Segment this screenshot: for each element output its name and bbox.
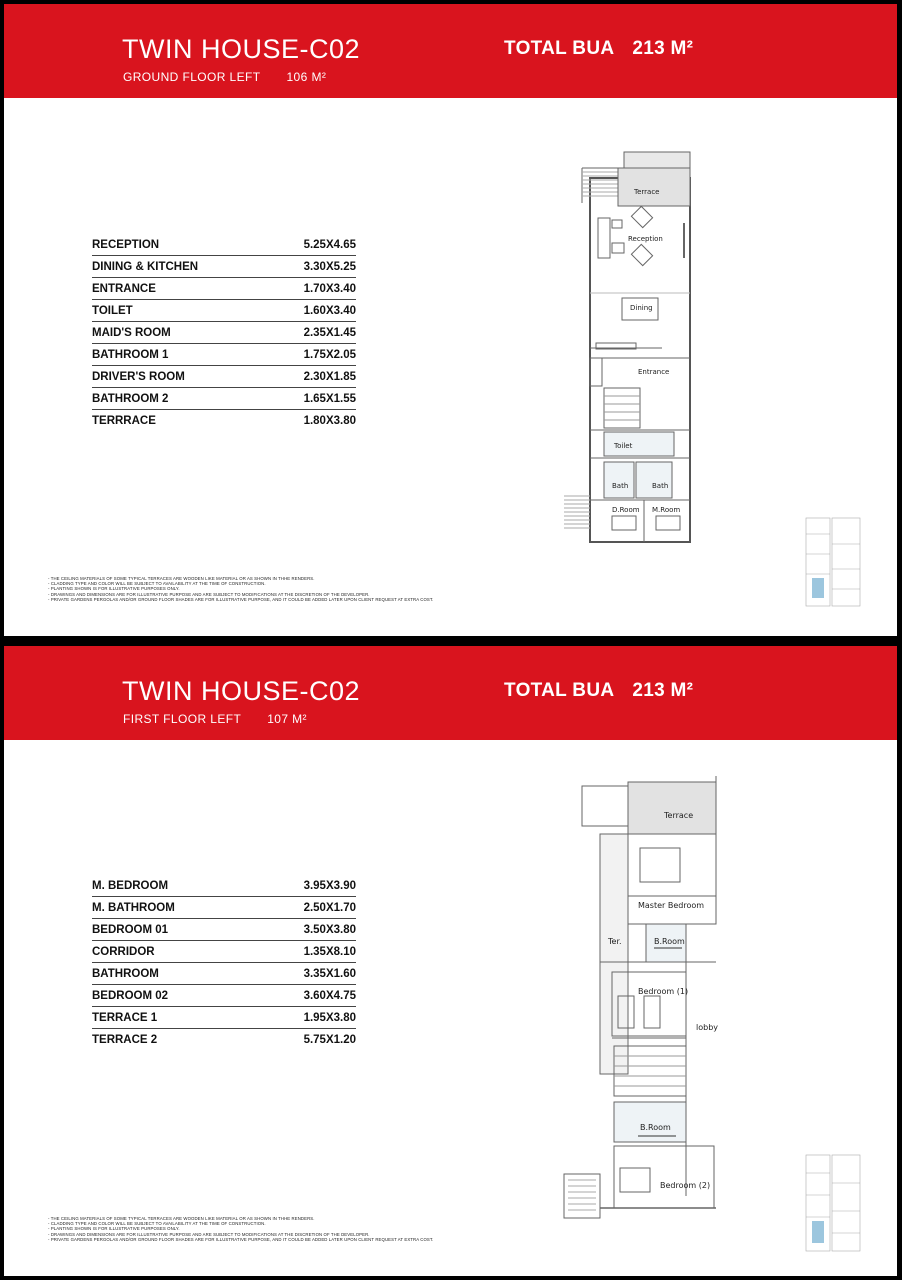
room-size: 2.35X1.45 bbox=[303, 327, 356, 339]
note-line: - PLANTING SHOWN IS FOR ILLUSTRATIVE PURPOSES ONLY. bbox=[48, 1226, 180, 1232]
room-row bbox=[92, 410, 356, 431]
room-row bbox=[92, 344, 356, 366]
plan-label-terrace: Terrace bbox=[634, 188, 660, 196]
plan-label-reception: Reception bbox=[628, 235, 663, 243]
room-size: 1.75X2.05 bbox=[303, 349, 356, 361]
note-line: - THE CEILING MATERIALS OF SOME TYPICAL TERRACES ARE WOODEN LIKE MATERIAL OR AS SHOWN IN THHE RENDERS. bbox=[48, 576, 315, 581]
first-floor-plan bbox=[556, 776, 726, 1226]
plan-label-toilet: Toilet bbox=[614, 442, 633, 450]
room-row bbox=[92, 941, 356, 963]
total-bua bbox=[504, 38, 693, 60]
plan-label-droom: D.Room bbox=[612, 506, 640, 514]
room-schedule bbox=[92, 875, 356, 1050]
room-size: 1.80X3.80 bbox=[303, 415, 356, 427]
room-name: BATHROOM 1 bbox=[92, 349, 169, 361]
plan-label-lobby: lobby bbox=[696, 1023, 719, 1032]
room-row bbox=[92, 963, 356, 985]
room-row bbox=[92, 875, 356, 897]
floor-name: FIRST FLOOR LEFT bbox=[123, 712, 242, 726]
header-band bbox=[4, 646, 897, 740]
room-name: BATHROOM bbox=[92, 968, 159, 980]
plan-label-master-bedroom: Master Bedroom bbox=[638, 901, 705, 910]
plan-label-broom-2: B.Room bbox=[640, 1123, 671, 1132]
total-bua-value: 213 M² bbox=[632, 680, 694, 701]
room-size: 2.30X1.85 bbox=[303, 371, 356, 383]
total-bua bbox=[504, 680, 693, 702]
room-row bbox=[92, 322, 356, 344]
room-name: TERRACE 2 bbox=[92, 1034, 158, 1046]
room-size: 3.30X5.25 bbox=[303, 261, 356, 273]
ground-floor-sheet bbox=[4, 4, 897, 636]
note-line: - DRAWINGS AND DIMENSIONS ARE FOR ILLUSTRATIVE PURPOSE AND ARE SUBJECT TO MODIFICATIONS AT THE DISCRETION OF THE DEVELOPER. bbox=[48, 1231, 370, 1237]
room-row bbox=[92, 300, 356, 322]
sheet-title: TWIN HOUSE-C02 bbox=[122, 34, 361, 64]
plan-label-bath-2: Bath bbox=[652, 482, 669, 490]
note-line: - PRIVATE GARDENS PERGOLAS AND/OR GROUND FLOOR SHADES ARE FOR ILLUSTRATIVE PURPOSE, AND IT COULD BE ADDED LATER UPON CLIENT REQUEST AT EXTRA COST. bbox=[48, 1236, 434, 1242]
note-line: - CLADDING TYPE AND COLOR WILL BE SUBJECT TO AVAILABILITY AT THE TIME OF CONSTRUCTION. bbox=[48, 581, 266, 587]
room-row bbox=[92, 256, 356, 278]
room-size: 1.60X3.40 bbox=[303, 305, 356, 317]
disclaimer-notes bbox=[48, 576, 548, 602]
header-band bbox=[4, 4, 897, 98]
floor-subtitle bbox=[123, 712, 307, 726]
plan-label-bedroom-2: Bedroom (2) bbox=[660, 1181, 711, 1190]
note-line: - CLADDING TYPE AND COLOR WILL BE SUBJECT TO AVAILABILITY AT THE TIME OF CONSTRUCTION. bbox=[48, 1221, 266, 1227]
room-name: ENTRANCE bbox=[92, 283, 156, 295]
plan-label-mroom: M.Room bbox=[652, 506, 681, 514]
plan-label-broom-1: B.Room bbox=[654, 937, 685, 946]
floor-name: GROUND FLOOR LEFT bbox=[123, 70, 261, 84]
plan-label-ter: Ter. bbox=[608, 937, 622, 946]
first-floor-sheet bbox=[4, 646, 897, 1276]
room-name: M. BEDROOM bbox=[92, 880, 169, 892]
floor-area: 107 M² bbox=[267, 712, 307, 726]
ground-floor-plan bbox=[552, 148, 702, 548]
room-name: RECEPTION bbox=[92, 239, 160, 251]
room-name: BEDROOM 02 bbox=[92, 990, 169, 1002]
room-name: MAID'S ROOM bbox=[92, 327, 171, 339]
room-row bbox=[92, 388, 356, 410]
room-size: 5.75X1.20 bbox=[303, 1034, 356, 1046]
sheet-title: TWIN HOUSE-C02 bbox=[122, 676, 361, 706]
room-size: 5.25X4.65 bbox=[303, 239, 356, 251]
room-row bbox=[92, 985, 356, 1007]
room-name: DINING & KITCHEN bbox=[92, 261, 199, 273]
plan-label-entrance: Entrance bbox=[638, 368, 670, 376]
room-name: TERRRACE bbox=[92, 415, 156, 427]
room-size: 1.95X3.80 bbox=[303, 1012, 356, 1024]
room-name: DRIVER'S ROOM bbox=[92, 371, 185, 383]
room-size: 3.35X1.60 bbox=[303, 968, 356, 980]
room-size: 3.95X3.90 bbox=[303, 880, 356, 892]
room-size: 2.50X1.70 bbox=[303, 902, 356, 914]
total-bua-label: TOTAL BUA bbox=[504, 38, 615, 59]
room-row bbox=[92, 234, 356, 256]
room-size: 1.35X8.10 bbox=[303, 946, 356, 958]
note-line: - PRIVATE GARDENS PERGOLAS AND/OR GROUND FLOOR SHADES ARE FOR ILLUSTRATIVE PURPOSE, AND IT COULD BE ADDED LATER UPON CLIENT REQUEST AT EXTRA COST. bbox=[48, 596, 434, 602]
disclaimer-notes bbox=[48, 1216, 548, 1242]
plan-label-terrace: Terrace bbox=[664, 811, 694, 820]
room-name: M. BATHROOM bbox=[92, 902, 175, 914]
total-bua-value: 213 M² bbox=[632, 38, 694, 59]
floor-subtitle bbox=[123, 70, 326, 84]
key-plan-thumbnail bbox=[802, 514, 864, 614]
note-line: - DRAWINGS AND DIMENSIONS ARE FOR ILLUSTRATIVE PURPOSE AND ARE SUBJECT TO MODIFICATIONS AT THE DISCRETION OF THE DEVELOPER. bbox=[48, 591, 370, 597]
room-name: TOILET bbox=[92, 305, 133, 317]
floor-area: 106 M² bbox=[286, 70, 327, 84]
room-name: BATHROOM 2 bbox=[92, 393, 169, 405]
room-row bbox=[92, 897, 356, 919]
room-size: 1.70X3.40 bbox=[303, 283, 356, 295]
note-line: - THE CEILING MATERIALS OF SOME TYPICAL TERRACES ARE WOODEN LIKE MATERIAL OR AS SHOWN IN THHE RENDERS. bbox=[48, 1216, 315, 1221]
plan-label-dining: Dining bbox=[630, 304, 653, 312]
room-name: CORRIDOR bbox=[92, 946, 155, 958]
room-row bbox=[92, 1007, 356, 1029]
room-row bbox=[92, 1029, 356, 1050]
room-size: 3.50X3.80 bbox=[303, 924, 356, 936]
key-plan-thumbnail bbox=[802, 1151, 864, 1261]
plan-label-bedroom-1: Bedroom (1) bbox=[638, 987, 689, 996]
room-size: 3.60X4.75 bbox=[303, 990, 356, 1002]
note-line: - PLANTING SHOWN IS FOR ILLUSTRATIVE PURPOSES ONLY. bbox=[48, 586, 180, 592]
room-name: TERRACE 1 bbox=[92, 1012, 158, 1024]
room-row bbox=[92, 919, 356, 941]
room-row bbox=[92, 278, 356, 300]
room-row bbox=[92, 366, 356, 388]
room-size: 1.65X1.55 bbox=[303, 393, 356, 405]
room-name: BEDROOM 01 bbox=[92, 924, 169, 936]
total-bua-label: TOTAL BUA bbox=[504, 680, 615, 701]
plan-label-bath-1: Bath bbox=[612, 482, 629, 490]
room-schedule bbox=[92, 234, 356, 431]
